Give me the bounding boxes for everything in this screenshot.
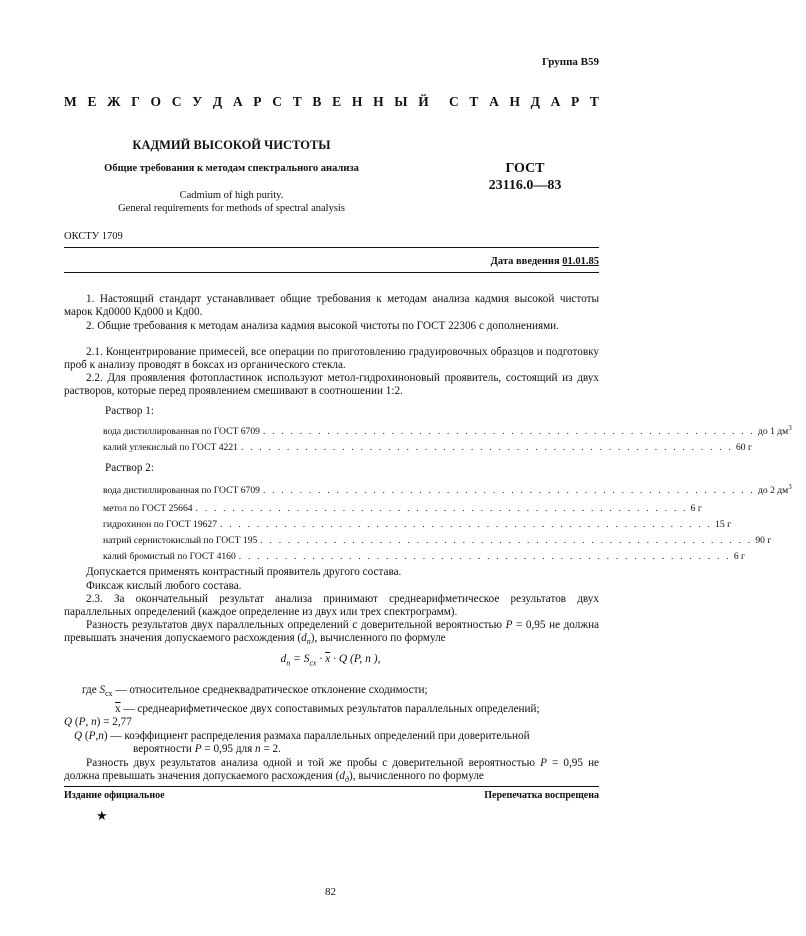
amount-text: 6 г xyxy=(733,551,745,562)
ingredient-row xyxy=(103,551,745,562)
banner-l-letter: Д xyxy=(212,94,223,109)
ingredient-amount xyxy=(734,551,782,562)
banner-l-letter: Р xyxy=(253,94,262,109)
ingredient-label: натрий сернистокислый по ГОСТ 195 xyxy=(103,535,258,546)
paragraph-2-3: 2.3. За окончательный результат анализа принимают среднеарифметическое результатов двух параллельных определений (каждое определение из двух или трех спектрограмм). xyxy=(64,593,599,618)
def-qpn-text-b: вероятности xyxy=(133,743,192,755)
english-title-line1: Cadmium of high purity. xyxy=(179,190,284,201)
ingredient-row xyxy=(103,535,772,546)
banner-l-letter: Ж xyxy=(107,94,121,109)
banner-l-letter: Т xyxy=(292,94,302,109)
leader-dots: . . . . . . . . . . . . . . . . . . . . . . . . . . . . . . . . . . . . . . . . . . . . . . . . . . . . . . xyxy=(262,485,755,496)
paragraph-1: 1. Настоящий стандарт устанавливает общие требования к методам анализа кадмия высокой чистоты марок Кд0000 Кд000 и Кд00. xyxy=(64,293,599,318)
ingredient-row xyxy=(103,519,732,530)
banner-r-letter: А xyxy=(550,94,561,109)
paragraph-last xyxy=(64,757,599,783)
banner-r-letter: Р xyxy=(571,94,580,109)
okstu-code: ОКСТУ 1709 xyxy=(64,231,123,242)
divider-footer xyxy=(64,786,599,787)
paragraph-allowed: Допускается применять контрастный проявитель другого состава. xyxy=(86,566,402,578)
banner-r-letter: Т xyxy=(589,94,599,109)
definition-s: где $S_{сх}$ — относительное среднеквадратическое отклонение сходимости; xyxy=(82,684,428,699)
banner-l-letter: В xyxy=(312,94,322,109)
def-q-text: = 2,77 xyxy=(103,716,132,728)
amount-unit-power: 3 xyxy=(788,482,792,491)
ingredient-row xyxy=(103,503,702,514)
paragraph-2: 2. Общие требования к методам анализа кадмия высокой чистоты по ГОСТ 22306 с дополнениями. xyxy=(86,320,559,332)
banner-l-letter: Й xyxy=(418,94,429,109)
edition-official: Издание официальное xyxy=(64,790,165,801)
banner-r-letter: С xyxy=(449,94,459,109)
ingredient-amount xyxy=(691,503,739,514)
last-text-a: Разность двух результатов анализа одной и той же пробы с доверительной вероятностью xyxy=(86,757,535,769)
banner-l-letter: О xyxy=(150,94,162,109)
var-dd: $d_д$ xyxy=(339,770,349,785)
banner-r-letter: А xyxy=(489,94,499,109)
def-x-text: — среднеарифметическое двух сопоставимых результатов параллельных определений; xyxy=(123,703,540,715)
def-qpn-text-a: — коэффициент распределения размаха параллельных определений при доверительной xyxy=(110,730,530,742)
ingredient-label: калий углекислый по ГОСТ 4221 xyxy=(103,442,238,453)
last-text-c: ), вычисленного по формуле xyxy=(349,770,484,782)
amount-text: до 1 дм xyxy=(758,426,789,437)
amount-text: до 2 дм xyxy=(758,485,789,496)
def-qpn-text-d: = 2. xyxy=(263,743,281,755)
leader-dots: . . . . . . . . . . . . . . . . . . . . . . . . . . . . . . . . . . . . . . . . . . . . . . . . . . . . . . xyxy=(238,551,731,562)
banner-l-letter: У xyxy=(192,94,203,109)
gost-label: ГОСТ xyxy=(505,161,545,176)
amount-unit-power: 3 xyxy=(788,423,792,432)
standard-banner xyxy=(64,94,599,110)
amount-text: 90 г xyxy=(755,535,772,546)
var-dn: $d_п$ xyxy=(301,632,311,647)
formula-dn: $d_п = S_{сх} \cdot \overline{x} \cdot Q$ (P, n ), xyxy=(280,653,381,668)
banner-l-letter: Е xyxy=(87,94,97,109)
definition-qpn: Q (P,n) — коэффициент распределения размаха параллельных определений при доверительной xyxy=(74,730,530,742)
var-p2: P xyxy=(540,757,547,769)
banner-r-letter: Н xyxy=(509,94,520,109)
divider-top xyxy=(64,247,599,248)
reprint-prohibited: Перепечатка воспрещена xyxy=(484,790,599,801)
definition-x: $\overline{x}$ — среднеарифметическое двух сопоставимых результатов параллельных определений; xyxy=(115,703,540,715)
leader-dots: . . . . . . . . . . . . . . . . . . . . . . . . . . . . . . . . . . . . . . . . . . . . . . . . . . . . . . xyxy=(195,503,688,514)
group-code: Группа В59 xyxy=(541,56,599,68)
english-title-line2: General requirements for methods of spectral analysis xyxy=(118,203,345,214)
banner-l-letter: С xyxy=(171,94,182,109)
definition-qpn-cont: вероятности P = 0,95 для n = 2. xyxy=(133,743,281,755)
leader-dots: . . . . . . . . . . . . . . . . . . . . . . . . . . . . . . . . . . . . . . . . . . . . . . . . . . . . . . xyxy=(240,442,733,453)
def-s-text: — относительное среднеквадратическое отклонение сходимости; xyxy=(115,684,428,696)
solution-2-title: Раствор 2: xyxy=(105,462,154,474)
banner-l-letter: С xyxy=(272,94,282,109)
leader-dots: . . . . . . . . . . . . . . . . . . . . . . . . . . . . . . . . . . . . . . . . . . . . . . . . . . . . . . xyxy=(220,519,713,530)
gost-code: 23116.0—83 xyxy=(488,178,562,193)
ingredient-label: метол по ГОСТ 25664 xyxy=(103,503,193,514)
definition-q: Q (P, n) = 2,77 xyxy=(64,716,132,728)
last-text-b: = 0,95 не должна превышать значения допускаемого расхождения ( xyxy=(64,757,600,782)
amount-text: 60 г xyxy=(736,442,752,453)
banner-interstate xyxy=(64,94,429,110)
date-value: 01.01.85 xyxy=(562,256,599,267)
banner-l-letter: М xyxy=(64,94,77,109)
paragraph-difference xyxy=(64,619,599,645)
ingredient-amount xyxy=(758,482,806,496)
ingredient-amount xyxy=(758,423,806,437)
gost-number xyxy=(455,160,595,194)
page-number: 82 xyxy=(325,886,336,898)
amount-text: 6 г xyxy=(690,503,702,514)
ingredient-label: вода дистиллированная по ГОСТ 6709 xyxy=(103,426,260,437)
banner-standard xyxy=(449,94,599,110)
difference-text-b: = 0,95 не должна превышать значения допускаемого расхождения ( xyxy=(64,619,600,644)
english-title xyxy=(0,189,463,215)
paragraph-fix: Фиксаж кислый любого состава. xyxy=(86,580,242,592)
ingredient-amount xyxy=(715,519,763,530)
difference-text-a: Разность результатов двух параллельных определений с доверительной вероятностью xyxy=(86,619,502,631)
paragraph-2-1: 2.1. Концентрирование примесей, все операции по приготовлению градуировочных образцов и подготовку проб к анализу проводят в боксах из органического стекла. xyxy=(64,346,599,371)
ingredient-label: гидрохинон по ГОСТ 19627 xyxy=(103,519,218,530)
banner-l-letter: Г xyxy=(131,94,140,109)
banner-l-letter: А xyxy=(232,94,243,109)
ingredient-row xyxy=(103,442,752,453)
banner-r-letter: Д xyxy=(530,94,540,109)
amount-text: 15 г xyxy=(715,519,732,530)
banner-l-letter: Н xyxy=(351,94,363,109)
ingredient-row xyxy=(103,423,792,437)
var-p: P xyxy=(505,619,513,631)
star-icon: ★ xyxy=(96,808,108,823)
banner-l-letter: Е xyxy=(332,94,342,109)
ingredient-amount xyxy=(736,442,784,453)
def-where: где xyxy=(82,684,97,696)
divider-date xyxy=(64,272,599,273)
banner-l-letter: Н xyxy=(373,94,384,109)
ingredient-label: вода дистиллированная по ГОСТ 6709 xyxy=(103,485,260,496)
document-title: КАДМИЙ ВЫСОКОЙ ЧИСТОТЫ xyxy=(132,138,331,152)
ingredient-amount xyxy=(755,535,803,546)
banner-l-letter: Ы xyxy=(394,94,408,109)
date-label: Дата введения xyxy=(490,256,560,267)
def-qpn-text-c: = 0,95 для xyxy=(204,743,253,755)
leader-dots: . . . . . . . . . . . . . . . . . . . . . . . . . . . . . . . . . . . . . . . . . . . . . . . . . . . . . . xyxy=(260,535,753,546)
ingredient-label: калий бромистый по ГОСТ 4160 xyxy=(103,551,236,562)
solution-1-title: Раствор 1: xyxy=(105,405,154,417)
difference-text-c: ), вычисленного по формуле xyxy=(310,632,446,644)
document-subtitle: Общие требования к методам спектрального анализа xyxy=(104,163,359,174)
paragraph-2-2: 2.2. Для проявления фотопластинок используют метол-гидрохиноновый проявитель, состоящий из двух растворов, которые перед проявлением смешивают в соотношении 1:2. xyxy=(64,372,599,397)
ingredient-row xyxy=(103,482,792,496)
effective-date xyxy=(491,256,599,267)
leader-dots: . . . . . . . . . . . . . . . . . . . . . . . . . . . . . . . . . . . . . . . . . . . . . . . . . . . . . . xyxy=(262,426,755,437)
banner-r-letter: Т xyxy=(469,94,479,109)
